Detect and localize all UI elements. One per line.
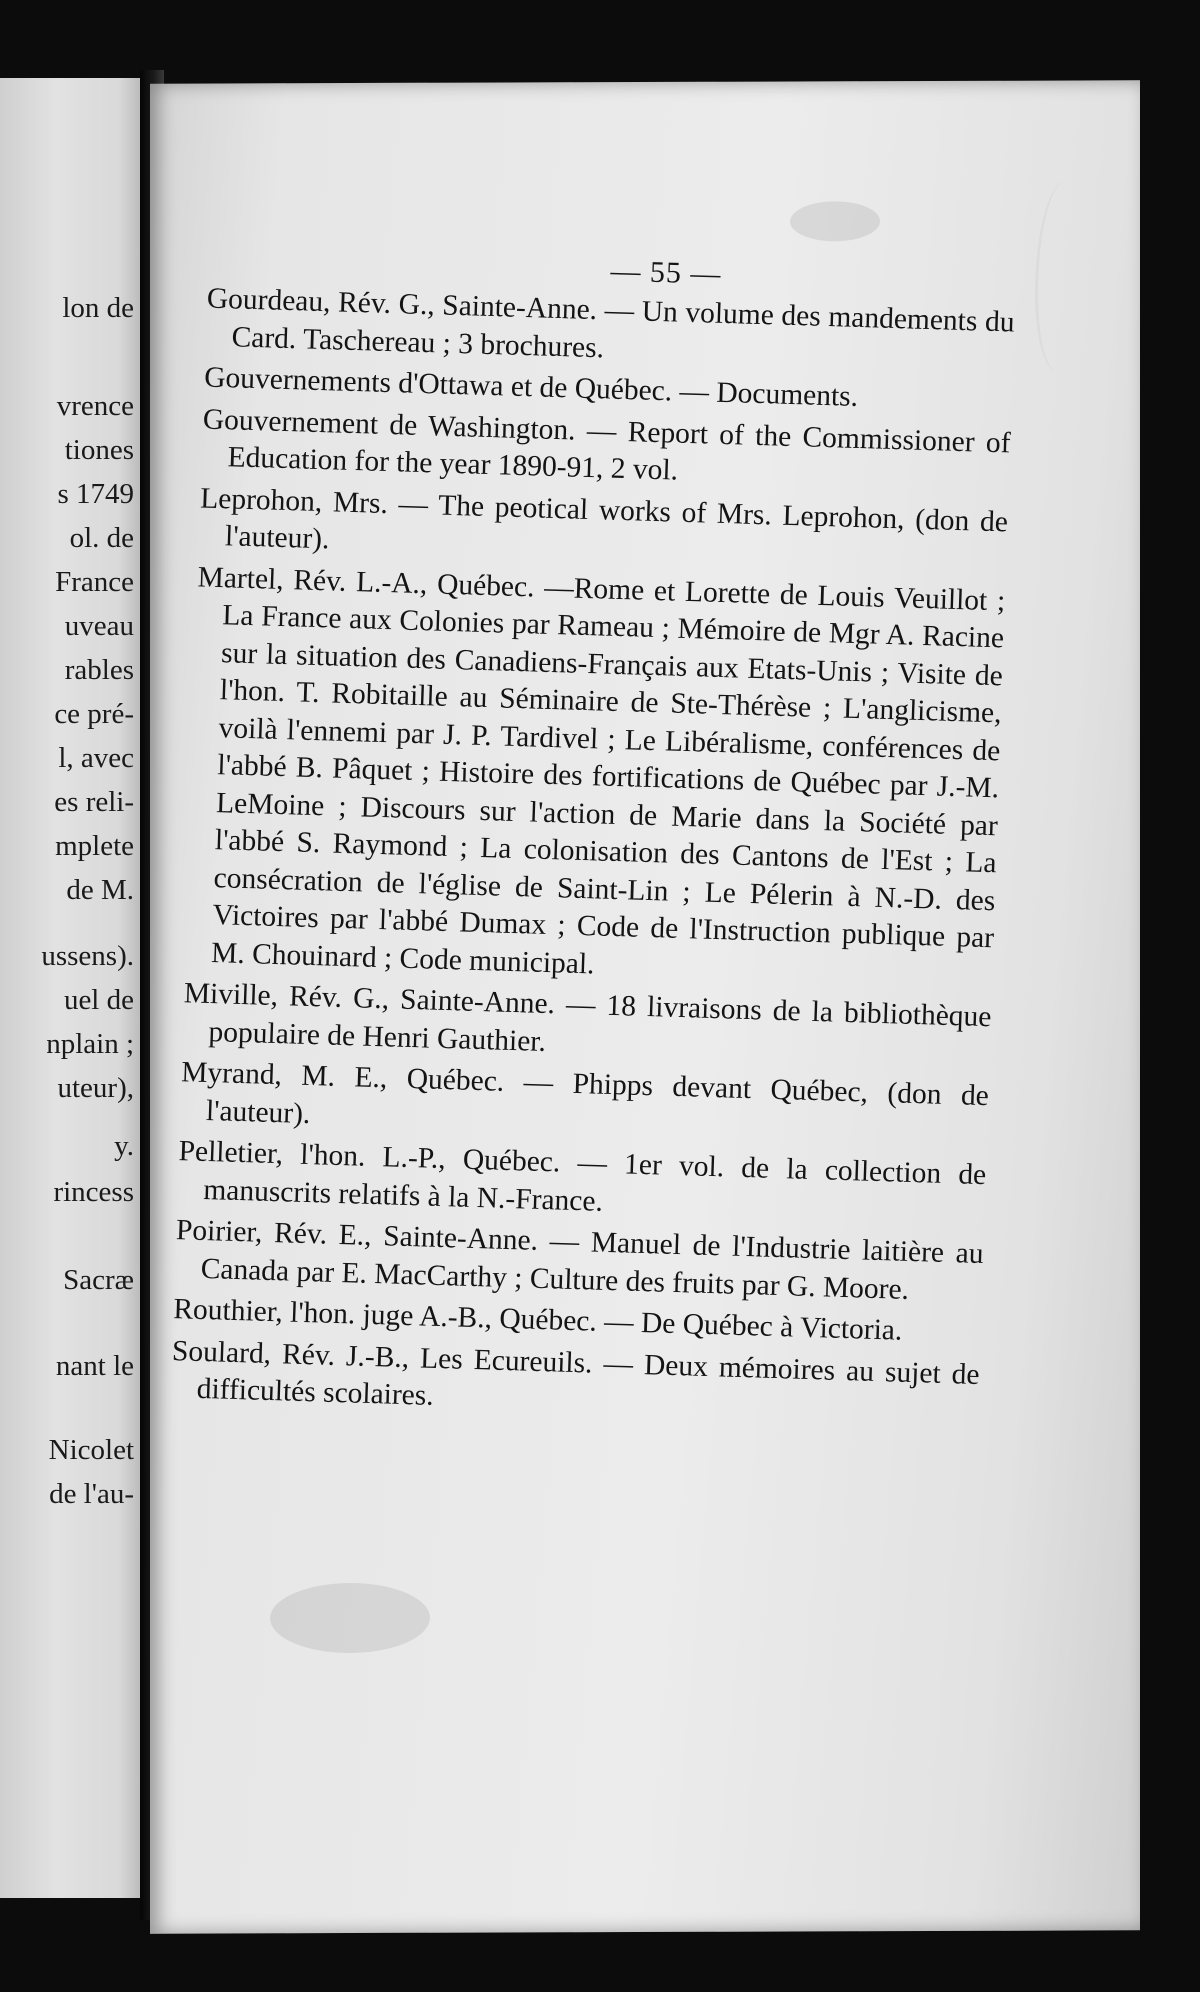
entry-description: — Manuel de l'Industrie laitière au Canada par E. MacCarthy ; Culture des fruits par G. Moore. xyxy=(200,1224,985,1306)
entry-description: — Deux mémoires au sujet de difficultés scolaires. xyxy=(196,1347,981,1412)
entry-description: —Rome et Lorette de Louis Veuillot ; La France aux Colonies par Rameau ; Mémoire de Mgr A. Racine sur la situation des Canadiens-Français aux Etats-Unis ; Visite de l'hon. T. Robitaille au Séminaire de Ste-Thérèse ; L'anglicisme, voilà l'ennemi par J. P. Tardivel ; Le Libéralisme, conférences de l'abbé B. Pâquet ; Histoire des fortifications de Québec par J.-M. LeMoine ; Discours sur l'action de Marie dans la Société par l'abbé S. Raymond ; La colonisation des Cantons de l'Est ; La consécration de l'église de Saint-Lin ; Le Pélerin à N.-D. des Victoires par l'abbé Dumax ; Code de l'Instruction publique par M. Chouinard ; Code municipal. xyxy=(210,570,1006,980)
left-page-line: uveau xyxy=(64,610,134,642)
page-content xyxy=(101,69,1152,1948)
left-page-line: mplete xyxy=(55,830,134,862)
entry-donor: Poirier, Rév. E., Sainte-Anne. xyxy=(175,1214,539,1257)
entry-donor: Routhier, l'hon. juge A.-B., Québec. xyxy=(172,1293,598,1338)
entry-description: — Un volume des mandements du Card. Taschereau ; 3 brochures. xyxy=(231,294,1016,364)
left-page-line: tiones xyxy=(64,434,134,466)
left-page-line: ce pré- xyxy=(54,698,134,730)
entry-donor: Soulard, Rév. J.-B., Les Ecureuils. xyxy=(171,1334,594,1380)
list-item xyxy=(185,559,1006,995)
left-page-line: uteur), xyxy=(57,1072,134,1104)
entry-description: — 1er vol. de la collection de manuscrits relatifs à la N.-France. xyxy=(202,1146,987,1218)
entry-description: — Report of the Commissioner of Education for the year 1890-91, 2 vol. xyxy=(227,414,1012,487)
entry-donor: Pelletier, l'hon. L.-P., Québec. xyxy=(178,1135,561,1179)
left-page-line: nplain ; xyxy=(46,1028,134,1060)
entry-donor: Miville, Rév. G., Sainte-Anne. xyxy=(183,977,556,1021)
left-page-line: de l'au- xyxy=(49,1478,134,1510)
entry-description: — Documents. xyxy=(671,375,859,413)
main-page xyxy=(150,80,1140,1933)
entry-donor: Leprohon, Mrs. xyxy=(199,481,389,520)
left-page-line: ol. de xyxy=(69,522,134,554)
left-page-line: de M. xyxy=(66,874,134,906)
left-page-line: rincess xyxy=(53,1176,134,1208)
left-page-line: es reli- xyxy=(54,786,134,818)
left-page-line: France xyxy=(55,566,134,598)
left-page-line: s 1749 xyxy=(57,478,134,510)
entry-donor: Gouvernement de Washington. xyxy=(202,403,577,447)
left-page-line: nant le xyxy=(55,1350,134,1382)
left-page-line: l, avec xyxy=(58,742,134,774)
page-number: — 55 — xyxy=(609,254,722,291)
donor-list xyxy=(170,281,1015,1436)
entry-description: — The peotical works of Mrs. Leprohon, (don de l'auteur). xyxy=(224,487,1009,556)
entry-description: — 18 livraisons de la bibliothèque populaire de Henri Gauthier. xyxy=(208,988,992,1058)
left-page-line: Nicolet xyxy=(48,1434,134,1466)
entry-donor: Martel, Rév. L.-A., Québec. xyxy=(197,560,536,603)
left-page-line: uel de xyxy=(63,984,134,1016)
entry-donor: Gouvernements d'Ottawa et de Québec. xyxy=(203,361,673,408)
left-page-line: y. xyxy=(114,1130,134,1162)
left-page-line: ussens). xyxy=(41,940,134,972)
entry-description: — De Québec à Victoria. xyxy=(596,1305,903,1347)
entry-donor: Gourdeau, Rév. G., Sainte-Anne. xyxy=(206,282,598,327)
left-page-line: lon de xyxy=(62,292,134,324)
entry-donor: Myrand, M. E., Québec. xyxy=(180,1056,505,1098)
left-page-line: Sacræ xyxy=(63,1264,134,1296)
left-page-line: vrence xyxy=(56,390,134,422)
entry-description: — Phipps devant Québec, (don de l'auteur). xyxy=(205,1065,990,1130)
left-page-line: rables xyxy=(64,654,134,686)
